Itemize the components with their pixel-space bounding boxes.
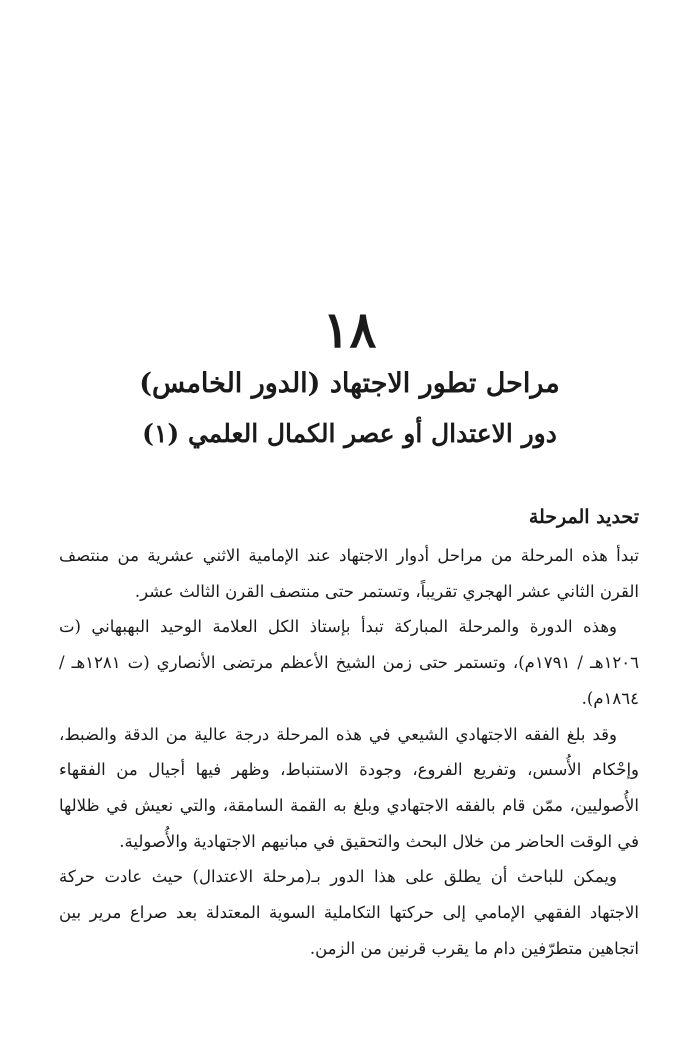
body-text [59,538,639,966]
chapter-title: مراحل تطور الاجتهاد (الدور الخامس) [139,368,560,399]
chapter-subtitle: دور الاعتدال أو عصر الكمال العلمي (١) [142,419,557,448]
paragraph: وقد بلغ الفقه الاجتهادي الشيعي في هذه المرحلة درجة عالية من الدقة والضبط، وإحْكام الأُسس، وتفريع الفروع، وجودة الاستنباط، وظهر فيها أجيال من الفقهاء الأُصوليين، ممّن قام بالفقه الاجتهادي وبلغ به القمة السامقة، والتي نعيش في ظلالها في الوقت الحاضر من خلال البحث والتحقيق في مبانيهم الاجتهادية والأُصولية. [59,724,639,851]
section-heading: تحديد المرحلة [528,506,639,528]
paragraph: وهذه الدورة والمرحلة المباركة تبدأ بإستاذ الكل العلامة الوحيد البهبهاني (ت ١٢٠٦هـ / ١٧٩١م)، وتستمر حتى زمن الشيخ الأعظم مرتضى الأنصاري (ت ١٢٨١هـ / ١٨٦٤م). [59,617,640,708]
chapter-number: ١٨ [322,300,377,359]
paragraph: ويمكن للباحث أن يطلق على هذا الدور بـ(مرحلة الاعتدال) حيث عادت حركة الاجتهاد الفقهي الإمامي إلى حركتها التكاملية السوية المعتدلة بعد صراع مرير بين اتجاهين متطرّفين دام ما يقرب قرنين من الزمن. [59,867,639,958]
paragraph: تبدأ هذه المرحلة من مراحل أدوار الاجتهاد عند الإمامية الاثني عشرية من منتصف القرن الثاني عشر الهجري تقريباً، وتستمر حتى منتصف القرن الثالث عشر. [59,546,639,601]
